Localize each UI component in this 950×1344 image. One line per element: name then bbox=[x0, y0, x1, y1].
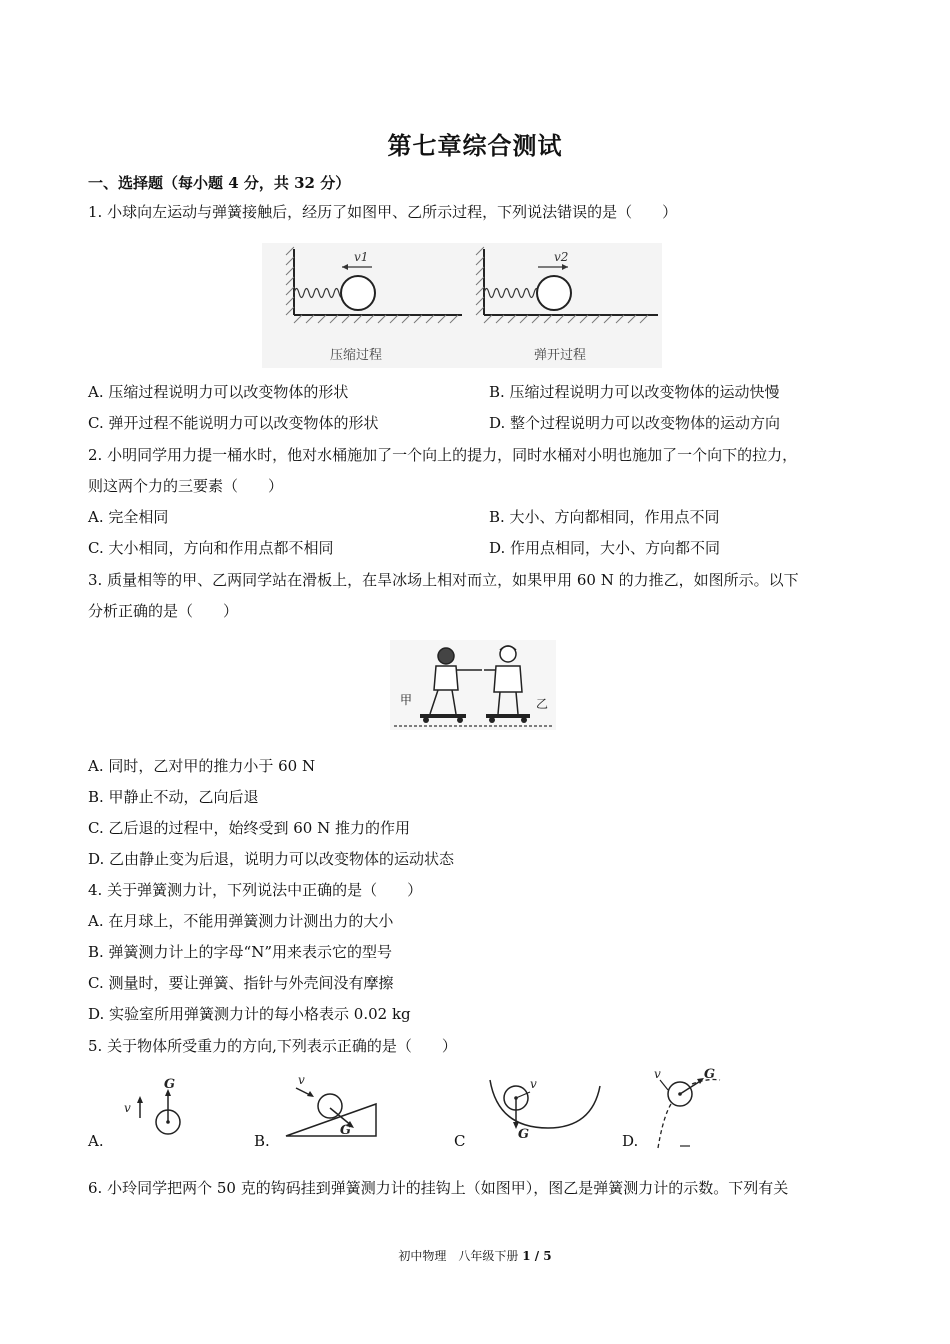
q3-option-c: C. 乙后退的过程中，始终受到 60 N 推力的作用 bbox=[88, 819, 410, 837]
caption-compress: 压缩过程 bbox=[330, 348, 383, 363]
q1-option-d: D. 整个过程说明力可以改变物体的运动方向 bbox=[489, 414, 781, 432]
q2-stem-line1: 2. 小明同学用力提一桶水时，他对水桶施加了一个向上的提力，同时水桶对小明也施加了一个向下的拉力， bbox=[88, 446, 798, 464]
q3-option-a: A. 同时，乙对甲的推力小于 60 N bbox=[88, 757, 316, 775]
q5-c-g: G bbox=[518, 1127, 530, 1142]
q5-stem: 5. 关于物体所受重力的方向,下列表示正确的是（ ） bbox=[88, 1037, 457, 1055]
q5-figure-c bbox=[454, 1077, 600, 1150]
q5-figure-b bbox=[254, 1073, 376, 1150]
q2-option-d: D. 作用点相同，大小、方向都不同 bbox=[489, 539, 721, 557]
q1-option-c: C. 弹开过程不能说明力可以改变物体的形状 bbox=[88, 414, 379, 432]
q2-option-c: C. 大小相同，方向和作用点都不相同 bbox=[88, 539, 334, 557]
footer-text: 初中物理 八年级下册 bbox=[398, 1249, 519, 1263]
page-footer bbox=[0, 1247, 950, 1264]
q5-d-g: G bbox=[704, 1067, 716, 1082]
q2-option-b: B. 大小、方向都相同，作用点不同 bbox=[489, 508, 720, 526]
page-title: 第七章综合测试 bbox=[387, 131, 563, 160]
q5-d-v: v bbox=[654, 1067, 661, 1081]
q3-stem-line2: 分析正确的是（ ） bbox=[88, 602, 239, 620]
q5-figure-d bbox=[622, 1067, 720, 1150]
label-jia: 甲 bbox=[400, 693, 413, 707]
q4-stem: 4. 关于弹簧测力计，下列说法中正确的是（ ） bbox=[88, 881, 423, 899]
q5-c-v: v bbox=[530, 1077, 537, 1091]
q3-stem-line1: 3. 质量相等的甲、乙两同学站在滑板上，在旱冰场上相对而立，如果甲用 60 N 的力推乙，如图所示。以下 bbox=[88, 571, 799, 589]
q3-option-b: B. 甲静止不动，乙向后退 bbox=[88, 788, 259, 806]
label-v2: v2 bbox=[554, 250, 569, 264]
label-yi: 乙 bbox=[536, 697, 549, 711]
q4-option-d: D. 实验室所用弹簧测力计的每小格表示 0.02 kg bbox=[88, 1005, 411, 1023]
q4-option-b: B. 弹簧测力计上的字母“N”用来表示它的型号 bbox=[88, 943, 393, 961]
q5-figure-a bbox=[87, 1077, 180, 1150]
section-heading: 一、选择题（每小题 4 分，共 32 分） bbox=[88, 174, 351, 192]
q5-a-v: v bbox=[124, 1101, 131, 1115]
q5-label-a: A. bbox=[88, 1132, 104, 1150]
q5-label-b: B. bbox=[254, 1132, 270, 1150]
q2-option-a: A. 完全相同 bbox=[88, 508, 169, 526]
page-number: 1 / 5 bbox=[522, 1249, 552, 1263]
q1-stem: 1. 小球向左运动与弹簧接触后，经历了如图甲、乙所示过程，下列说法错误的是（ ） bbox=[88, 203, 678, 221]
q5-label-d: D. bbox=[622, 1132, 639, 1150]
q5-b-g: G bbox=[340, 1123, 352, 1138]
q2-stem-line2: 则这两个力的三要素（ ） bbox=[88, 477, 284, 495]
q1-option-a: A. 压缩过程说明力可以改变物体的形状 bbox=[88, 383, 349, 401]
q3-figure bbox=[390, 640, 556, 730]
q5-b-v: v bbox=[298, 1073, 305, 1087]
q3-option-d: D. 乙由静止变为后退，说明力可以改变物体的运动状态 bbox=[88, 850, 455, 868]
q1-figure-bg bbox=[262, 243, 662, 368]
ball-1 bbox=[341, 276, 375, 310]
caption-release: 弹开过程 bbox=[534, 348, 587, 363]
q5-figures bbox=[80, 1066, 740, 1156]
label-v1: v1 bbox=[354, 250, 369, 264]
q1-option-b: B. 压缩过程说明力可以改变物体的运动快慢 bbox=[489, 383, 780, 401]
q4-option-c: C. 测量时，要让弹簧、指针与外壳间没有摩擦 bbox=[88, 974, 394, 992]
q5-label-c: C bbox=[454, 1132, 466, 1150]
q6-stem: 6. 小玲同学把两个 50 克的钩码挂到弹簧测力计的挂钩上（如图甲），图乙是弹簧测力计的示数。下列有关 bbox=[88, 1179, 789, 1197]
q1-figure bbox=[262, 243, 662, 368]
q4-option-a: A. 在月球上，不能用弹簧测力计测出力的大小 bbox=[88, 912, 394, 930]
ball-2 bbox=[537, 276, 571, 310]
q5-a-g: G bbox=[164, 1077, 176, 1092]
